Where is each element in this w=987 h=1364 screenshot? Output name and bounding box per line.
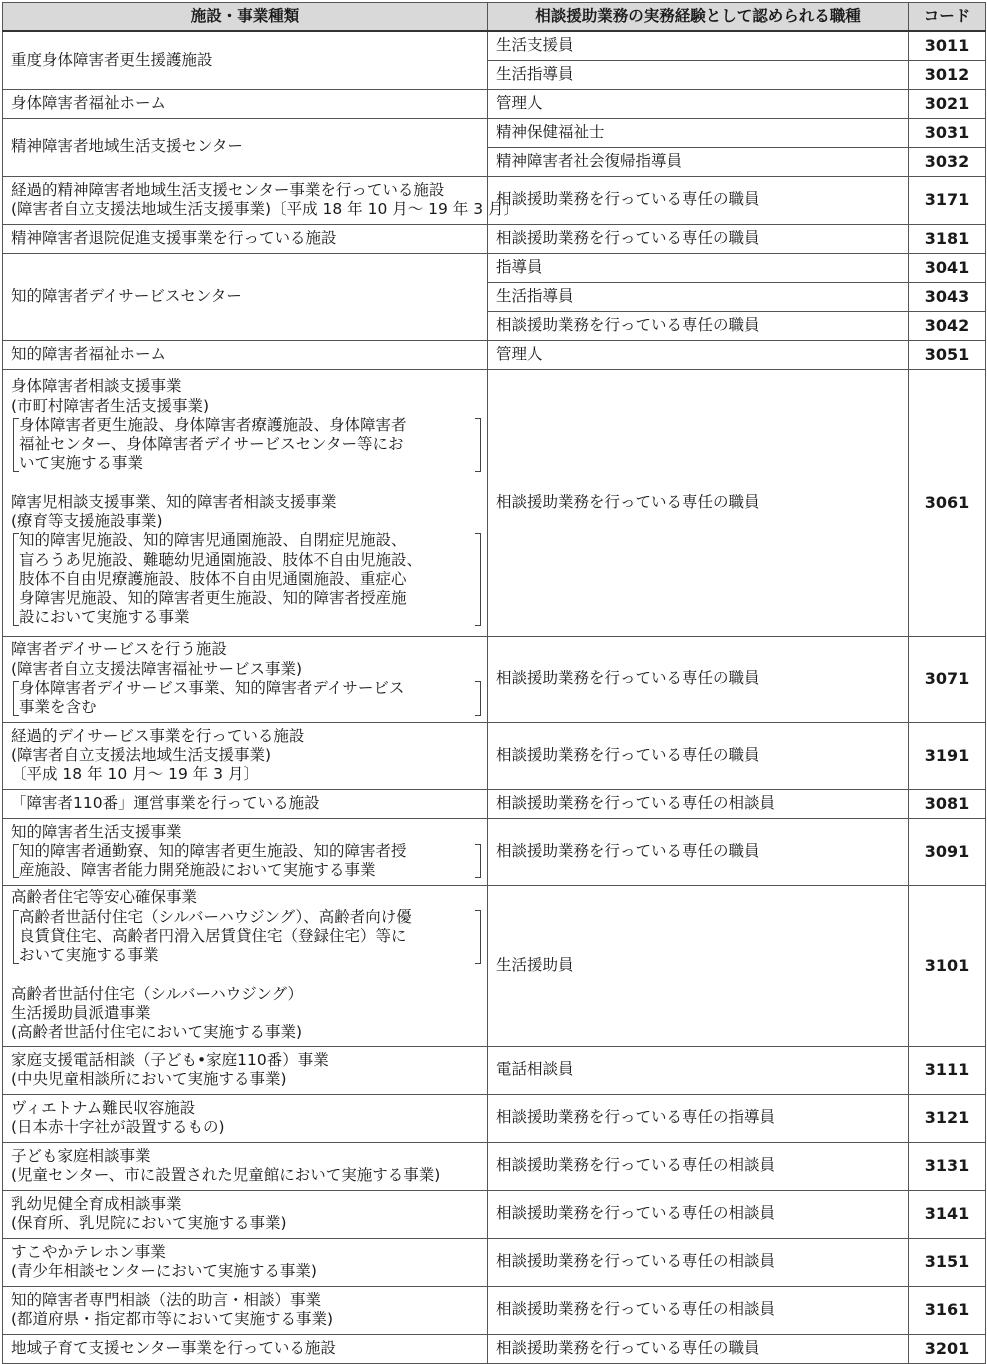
facility-note-line: 産施設、障害者能力開発施設において実施する事業 xyxy=(19,861,376,880)
code-cell: 3181 xyxy=(909,224,986,253)
code-cell: 3031 xyxy=(909,118,986,147)
bracketed-note xyxy=(11,416,483,474)
table-row xyxy=(3,1046,986,1094)
facility-note-line: 知的障害児施設、知的障害児通園施設、自閉症児施設、 xyxy=(19,531,407,550)
facility-line: 子ども家庭相談事業 xyxy=(11,1146,151,1165)
code-cell: 3041 xyxy=(909,253,986,282)
table-row xyxy=(3,1286,986,1334)
facility-cell xyxy=(3,1046,488,1094)
facility-line: 身体障害者相談支援事業 xyxy=(11,377,182,396)
facility-line: 知的障害者デイサービスセンター xyxy=(11,286,242,305)
facility-line: 乳幼児健全育成相談事業 xyxy=(11,1194,182,1213)
right-bracket xyxy=(475,842,483,881)
facility-line: 障害児相談支援事業、知的障害者相談支援事業 xyxy=(11,492,337,511)
bracketed-note xyxy=(11,679,483,718)
job-code-table xyxy=(2,2,986,1364)
job-cell: 生活指導員 xyxy=(488,60,909,89)
code-cell: 3151 xyxy=(909,1238,986,1286)
code-cell: 3171 xyxy=(909,176,986,224)
job-cell: 相談援助業務を行っている専任の職員 xyxy=(488,176,909,224)
header-row xyxy=(3,3,986,32)
facility-note-line: 設において実施する事業 xyxy=(19,608,190,627)
bracket-text xyxy=(19,679,475,718)
code-cell: 3042 xyxy=(909,311,986,340)
facility-cell xyxy=(3,1094,488,1142)
code-cell: 3101 xyxy=(909,885,986,1046)
facility-cell xyxy=(3,176,520,224)
facility-note-line: 高齢者世話付住宅（シルバーハウジング）、高齢者向け優 xyxy=(19,907,412,926)
table-row xyxy=(3,1094,986,1142)
code-cell: 3131 xyxy=(909,1142,986,1190)
facility-line: (中央児童相談所において実施する事業) xyxy=(11,1070,287,1088)
facility-line: 精神障害者退院促進支援事業を行っている施設 xyxy=(11,228,337,247)
code-cell: 3021 xyxy=(909,89,986,118)
left-bracket xyxy=(11,679,19,718)
code-cell: 3161 xyxy=(909,1286,986,1334)
facility-line: 高齢者世話付住宅（シルバーハウジング） xyxy=(11,984,304,1003)
facility-note-line: いて実施する事業 xyxy=(19,454,144,473)
table-row xyxy=(3,1142,986,1190)
facility-line: 地域子育て支援センター事業を行っている施設 xyxy=(11,1338,336,1357)
facility-line: (市町村障害者生活支援事業) xyxy=(11,396,210,415)
header-facility: 施設・事業種類 xyxy=(3,3,488,32)
left-bracket xyxy=(11,531,19,627)
table-row xyxy=(3,1334,986,1363)
facility-note-line: おいて実施する事業 xyxy=(19,946,159,965)
facility-line: 高齢者住宅等安心確保事業 xyxy=(11,888,198,907)
facility-line: ヴィエトナム難民収容施設 xyxy=(11,1098,196,1117)
right-bracket xyxy=(475,416,483,474)
facility-line: 「障害者110番」運営事業を行っている施設 xyxy=(11,793,320,812)
facility-cell xyxy=(3,722,488,789)
job-cell: 相談援助業務を行っている専任の職員 xyxy=(488,369,909,636)
code-cell: 3061 xyxy=(909,369,986,636)
job-cell: 相談援助業務を行っている専任の職員 xyxy=(488,818,909,885)
table-row xyxy=(3,1190,986,1238)
facility-cell xyxy=(3,636,488,722)
table-body xyxy=(3,31,986,1363)
job-cell: 生活援助員 xyxy=(488,885,909,1046)
table-row xyxy=(3,176,986,224)
code-cell: 3012 xyxy=(909,60,986,89)
facility-line: (障害者自立支援法障害福祉サービス事業) xyxy=(11,659,303,678)
table-row xyxy=(3,253,986,282)
table-row xyxy=(3,636,986,722)
job-cell: 精神障害者社会復帰指導員 xyxy=(488,147,909,176)
code-cell: 3032 xyxy=(909,147,986,176)
spacer xyxy=(11,474,483,493)
header-code: コード xyxy=(909,3,986,32)
bracketed-note xyxy=(11,908,483,966)
facility-note-line: 事業を含む xyxy=(19,698,97,717)
bracket-text xyxy=(19,416,475,474)
facility-cell xyxy=(3,1238,488,1286)
facility-line: (保育所、乳児院において実施する事業) xyxy=(11,1214,287,1232)
code-cell: 3091 xyxy=(909,818,986,885)
header-job: 相談援助業務の実務経験として認められる職種 xyxy=(488,3,909,32)
code-cell: 3043 xyxy=(909,282,986,311)
job-cell: 相談援助業務を行っている専任の相談員 xyxy=(488,1142,909,1190)
facility-line: (療育等支援施設事業) xyxy=(11,512,163,530)
facility-line: 家庭支援電話相談（子ども•家庭110番）事業 xyxy=(11,1050,329,1069)
job-cell: 電話相談員 xyxy=(488,1046,909,1094)
facility-note-line: 身体障害者デイサービス事業、知的障害者デイサービス xyxy=(19,679,405,697)
facility-cell xyxy=(3,789,488,818)
table-row xyxy=(3,31,986,60)
job-cell: 指導員 xyxy=(488,253,909,282)
job-cell: 相談援助業務を行っている専任の指導員 xyxy=(488,1094,909,1142)
facility-line: (高齢者世話付住宅において実施する事業) xyxy=(11,1023,303,1042)
job-cell: 相談援助業務を行っている専任の職員 xyxy=(488,224,909,253)
table-row xyxy=(3,369,986,636)
job-cell: 相談援助業務を行っている専任の相談員 xyxy=(488,1286,909,1334)
facility-note-line: 身体障害者更生施設、身体障害者療護施設、身体障害者 xyxy=(19,415,407,434)
table-row xyxy=(3,722,986,789)
left-bracket xyxy=(11,842,19,881)
right-bracket xyxy=(475,908,483,966)
code-cell: 3201 xyxy=(909,1334,986,1363)
facility-note-line: 肢体不自由児療護施設、肢体不自由児通園施設、重症心 xyxy=(19,569,407,588)
job-cell: 相談援助業務を行っている専任の職員 xyxy=(488,311,909,340)
facility-cell xyxy=(3,1334,488,1363)
job-cell: 相談援助業務を行っている専任の職員 xyxy=(488,722,909,789)
code-cell: 3191 xyxy=(909,722,986,789)
facility-line: (日本赤十字社が設置するもの) xyxy=(11,1118,225,1136)
facility-cell xyxy=(3,118,488,176)
facility-note-line: 良賃貸住宅、高齢者円滑入居賃貸住宅（登録住宅）等に xyxy=(19,927,407,946)
bracket-text xyxy=(19,908,475,966)
job-cell: 管理人 xyxy=(488,89,909,118)
facility-line: (障害者自立支援法地域生活支援事業)〔平成 18 年 10 月～ 19 年 3 月〕 xyxy=(11,200,520,218)
table-row xyxy=(3,789,986,818)
facility-cell xyxy=(3,224,488,253)
job-cell: 相談援助業務を行っている専任の相談員 xyxy=(488,1190,909,1238)
facility-cell xyxy=(3,818,488,885)
code-cell: 3141 xyxy=(909,1190,986,1238)
bracket-text xyxy=(19,842,475,881)
facility-line: 障害者デイサービスを行う施設 xyxy=(11,640,227,659)
left-bracket xyxy=(11,416,19,474)
facility-cell xyxy=(3,1142,488,1190)
job-cell: 相談援助業務を行っている専任の相談員 xyxy=(488,1238,909,1286)
facility-line: (青少年相談センターにおいて実施する事業) xyxy=(11,1262,317,1280)
job-cell: 相談援助業務を行っている専任の職員 xyxy=(488,636,909,722)
facility-note-line: 知的障害者通勤寮、知的障害者更生施設、知的障害者授 xyxy=(19,841,407,860)
facility-cell xyxy=(3,253,488,340)
facility-line: (児童センター、市に設置された児童館において実施する事業) xyxy=(11,1166,441,1184)
facility-note-line: 福祉センター、身体障害者デイサービスセンター等にお xyxy=(19,435,404,454)
facility-cell xyxy=(3,369,488,636)
facility-cell xyxy=(3,89,488,118)
job-cell: 精神保健福祉士 xyxy=(488,118,909,147)
facility-line: 〔平成 18 年 10 月～ 19 年 3 月〕 xyxy=(11,765,259,784)
table-row xyxy=(3,818,986,885)
facility-note-line: 身障害児施設、知的障害者更生施設、知的障害者授産施 xyxy=(19,589,407,608)
table-row xyxy=(3,89,986,118)
facility-line: 精神障害者地域生活支援センター xyxy=(11,137,243,156)
code-cell: 3051 xyxy=(909,340,986,369)
right-bracket xyxy=(475,531,483,627)
table-row xyxy=(3,885,986,1046)
facility-line: 身体障害者福祉ホーム xyxy=(11,93,167,112)
job-cell: 相談援助業務を行っている専任の相談員 xyxy=(488,789,909,818)
code-cell: 3121 xyxy=(909,1094,986,1142)
code-cell: 3011 xyxy=(909,31,986,60)
facility-note-line: 盲ろうあ児施設、難聴幼児通園施設、肢体不自由児施設、 xyxy=(19,550,423,569)
code-cell: 3071 xyxy=(909,636,986,722)
facility-line: 知的障害者生活支援事業 xyxy=(11,822,182,841)
facility-cell xyxy=(3,340,488,369)
code-cell: 3111 xyxy=(909,1046,986,1094)
job-cell: 生活支援員 xyxy=(488,31,909,60)
facility-line: 知的障害者福祉ホーム xyxy=(11,344,167,363)
facility-cell xyxy=(3,1190,488,1238)
table-row xyxy=(3,118,986,147)
table-row xyxy=(3,1238,986,1286)
facility-line: すこやかテレホン事業 xyxy=(11,1242,166,1261)
facility-cell xyxy=(3,885,488,1046)
table-row xyxy=(3,224,986,253)
code-cell: 3081 xyxy=(909,789,986,818)
job-cell: 相談援助業務を行っている専任の職員 xyxy=(488,1334,909,1363)
facility-line: (障害者自立支援法地域生活支援事業) xyxy=(11,745,272,764)
left-bracket xyxy=(11,908,19,966)
facility-line: (都道府県・指定都市等において実施する事業) xyxy=(11,1310,334,1328)
bracketed-note xyxy=(11,531,483,627)
facility-cell xyxy=(3,1286,488,1334)
facility-cell xyxy=(3,31,488,89)
job-cell: 生活指導員 xyxy=(488,282,909,311)
facility-line: 経過的精神障害者地域生活支援センター事業を行っている施設 xyxy=(11,180,445,199)
bracket-text xyxy=(19,531,475,627)
facility-line: 重度身体障害者更生援護施設 xyxy=(11,50,213,69)
table-row xyxy=(3,340,986,369)
job-cell: 管理人 xyxy=(488,340,909,369)
facility-line: 生活援助員派遣事業 xyxy=(11,1003,151,1022)
right-bracket xyxy=(475,679,483,718)
spacer xyxy=(11,966,483,985)
bracketed-note xyxy=(11,842,483,881)
facility-line: 経過的デイサービス事業を行っている施設 xyxy=(11,726,305,745)
facility-line: 知的障害者専門相談（法的助言・相談）事業 xyxy=(11,1290,322,1309)
